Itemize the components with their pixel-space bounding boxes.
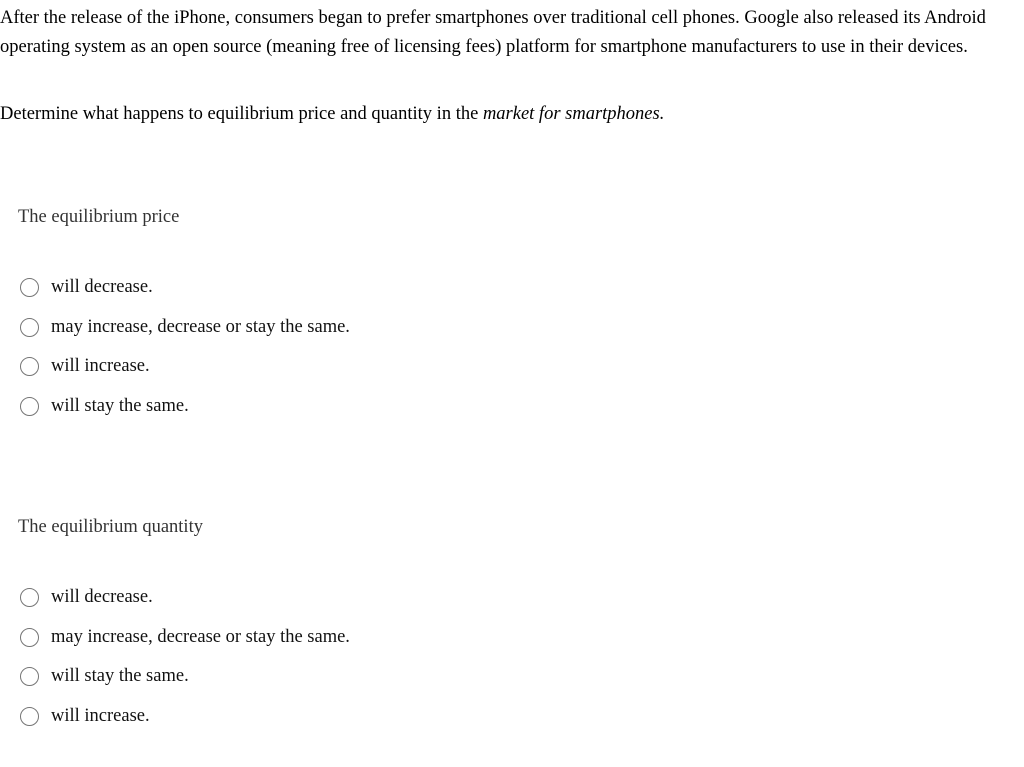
option-label: may increase, decrease or stay the same. [51, 316, 350, 337]
radio-button-icon[interactable] [20, 628, 39, 647]
price-option-4[interactable] [20, 393, 189, 419]
option-label: will decrease. [51, 586, 153, 607]
radio-button-icon[interactable] [20, 278, 39, 297]
radio-button-icon[interactable] [20, 318, 39, 337]
radio-button-icon[interactable] [20, 397, 39, 416]
quantity-option-3[interactable] [20, 663, 189, 689]
quantity-option-4[interactable] [20, 703, 150, 729]
price-option-2[interactable] [20, 314, 350, 340]
option-label: will increase. [51, 705, 150, 726]
quantity-option-2[interactable] [20, 624, 350, 650]
radio-button-icon[interactable] [20, 667, 39, 686]
prompt-text: Determine what happens to equilibrium price and quantity in the [0, 104, 483, 124]
price-option-1[interactable] [20, 274, 153, 300]
option-label: will decrease. [51, 276, 153, 297]
radio-button-icon[interactable] [20, 707, 39, 726]
quantity-question-label: The equilibrium quantity [18, 517, 203, 537]
radio-button-icon[interactable] [20, 357, 39, 376]
question-stem [0, 4, 1015, 61]
scenario-text: After the release of the iPhone, consumers began to prefer smartphones over traditional cell phones. Google also released its Android operating system as an open source (meaning free of licensing fees) platform for smartphone manufacturers to use in their devices. [0, 8, 986, 57]
question-prompt [0, 100, 664, 128]
price-option-3[interactable] [20, 353, 150, 379]
option-label: will stay the same. [51, 395, 189, 416]
option-label: will stay the same. [51, 665, 189, 686]
quantity-option-1[interactable] [20, 584, 153, 610]
option-label: may increase, decrease or stay the same. [51, 626, 350, 647]
price-question-label: The equilibrium price [18, 207, 180, 227]
prompt-emphasis: market for smartphones. [482, 104, 665, 124]
option-label: will increase. [51, 355, 150, 376]
radio-button-icon[interactable] [20, 588, 39, 607]
